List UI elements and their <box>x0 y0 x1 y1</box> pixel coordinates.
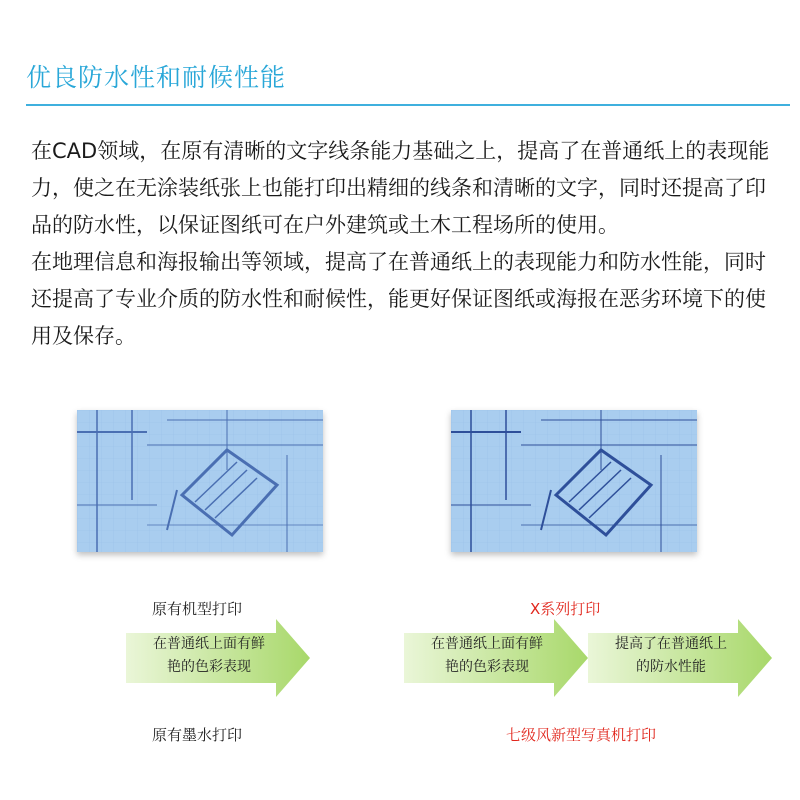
paragraph-cad: 在CAD领域，在原有清晰的文字线条能力基础之上，提高了在普通纸上的表现能力，使之在无涂装纸张上也能打印出精细的线条和清晰的文字，同时还提高了印品的防水性，以保证图纸可在户外建筑或土木工程场所的使用。 <box>31 139 770 237</box>
intro-text <box>31 133 776 355</box>
new-arrow1-line2: 艳的色彩表现 <box>445 659 529 675</box>
paragraph-gis: 在地理信息和海报输出等领域，提高了在普通纸上的表现能力和防水性能，同时还提高了专业介质的防水性和耐候性，能更好保证图纸或海报在恶劣环境下的使用及保存。 <box>31 250 766 348</box>
heading-divider <box>26 104 790 106</box>
new-arrow2-line2: 的防水性能 <box>636 659 706 675</box>
new-arrow1-line1: 在普通纸上面有鲜 <box>431 636 543 652</box>
new-feature-arrow-waterproof <box>588 619 772 697</box>
new-ink-label: 七级风新型写真机打印 <box>506 726 657 744</box>
old-ink-label: 原有墨水打印 <box>152 726 243 744</box>
new-feature-arrow-color <box>404 619 588 697</box>
new-printer-label: X系列打印 <box>530 600 601 618</box>
blueprint-sample-new <box>451 410 697 552</box>
old-printer-label: 原有机型打印 <box>152 600 243 618</box>
new-arrow2-line1: 提高了在普通纸上 <box>615 636 727 652</box>
page-heading: 优良防水性和耐候性能 <box>26 63 287 92</box>
blueprint-sample-old <box>77 410 323 552</box>
old-arrow-line2: 艳的色彩表现 <box>167 659 251 675</box>
old-arrow-line1: 在普通纸上面有鲜 <box>153 636 265 652</box>
old-feature-arrow <box>126 619 310 697</box>
